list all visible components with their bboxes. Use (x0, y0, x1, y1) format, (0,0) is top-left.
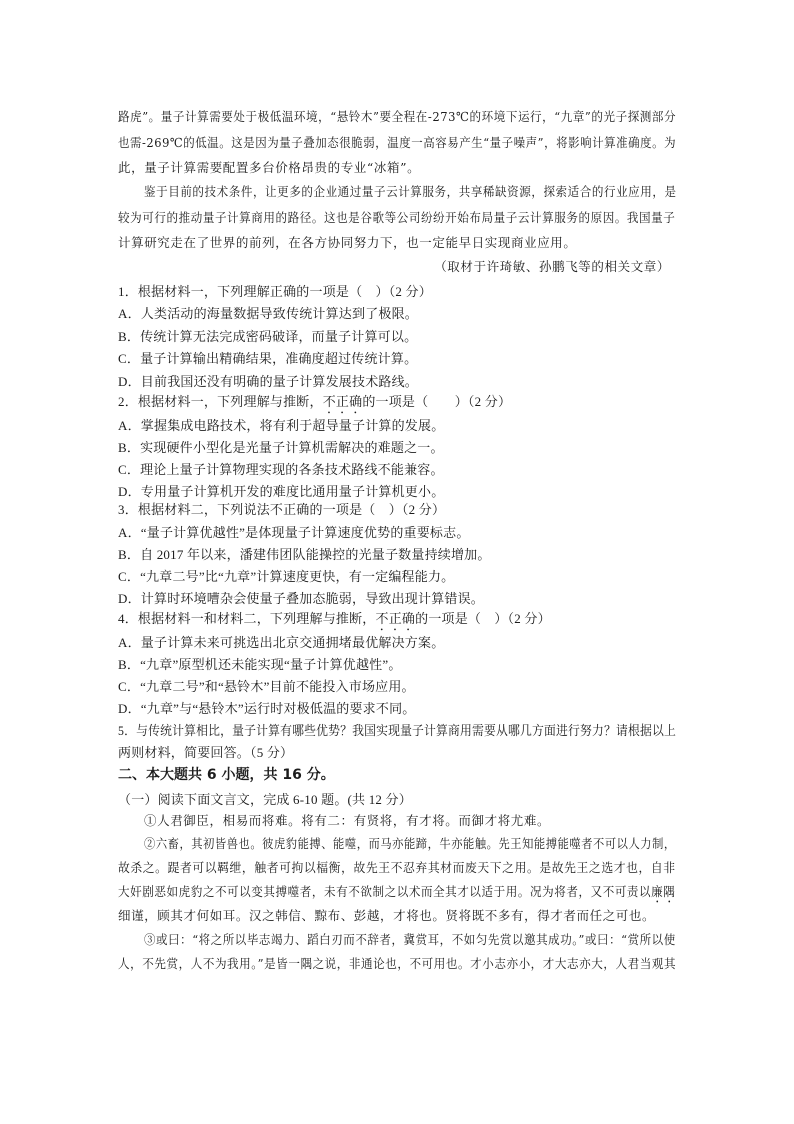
passage-source: （取材于许琦敏、孙鹏飞等的相关文章） (434, 259, 670, 274)
question-3-option-a: A．“量子计算优越性”是体现量子计算速度优势的重要标志。 (118, 525, 470, 540)
classical-line: 人，不先赏，人不为我用。”是皆一隅之说，非通论也，不可用也。才小志亦小，才大志亦大，人君当观其 (118, 956, 677, 971)
question-4-stem (118, 608, 551, 634)
classical-paragraph-1: ①人君御臣，相易而将难。将有二：有贤将，有才将。而御才将尤难。 (144, 813, 551, 828)
passage-line: 较为可行的推动量子计算商用的路径。这也是谷歌等公司纷纷开始布局量子云计算服务的原因。我国量子 (118, 210, 676, 225)
section-heading: 二、本大题共 6 小题，共 16 分。 (118, 767, 335, 783)
question-1-option-b: B．传统计算无法完成密码破译，而量子计算可以。 (118, 329, 418, 344)
question-4-stem-tail: 的一项是（ ）（2 分） (415, 611, 551, 626)
passage-line: 此，量子计算需要配置多台价格昂贵的专业“冰箱”。 (118, 160, 421, 175)
passage-line: 鉴于目前的技术条件，让更多的企业通过量子云计算服务，共享稀缺资源，探索适合的行业应用，是 (144, 184, 677, 199)
question-2-option-c: C．理论上量子计算物理实现的各条技术路线不能兼容。 (118, 462, 444, 477)
passage-line: 也需-269℃的低温。这是因为量子叠加态很脆弱，温度一高容易产生“量子噪声”，将影响计算准确度。为 (118, 135, 677, 150)
question-3-option-c: C．“九章二号”比“九章”计算速度更快，有一定编程能力。 (118, 569, 455, 584)
question-3-stem: 3．根据材料二，下列说法不正确的一项是（ ）（2 分） (118, 502, 446, 517)
question-4-option-a: A．量子计算未来可挑选出北京交通拥堵最优解决方案。 (118, 635, 445, 650)
question-2-option-d: D．专用量子计算机开发的难度比通用量子计算机更小。 (118, 484, 445, 499)
question-1-stem: 1．根据材料一，下列理解正确的一项是（ ）（2 分） (118, 284, 432, 299)
question-3-option-d: D．计算时环境嘈杂会使量子叠加态脆弱，导致出现计算错误。 (118, 591, 484, 606)
question-2-stem-lead: 2．根据材料一，下列理解与推断， (118, 394, 323, 409)
section-intro: （一）阅读下面文言文，完成 6-10 题。(共 12 分） (118, 792, 412, 807)
question-1-option-d: D．目前我国还没有明确的量子计算发展技术路线。 (118, 374, 418, 389)
question-2-option-a: A．掌握集成电路技术，将有利于超导量子计算的发展。 (118, 418, 445, 433)
question-4-option-d: D．“九章”与“悬铃木”运行时对极低温的要求不同。 (118, 701, 416, 716)
question-1-option-a: A．人类活动的海量数据导致传统计算达到了极限。 (118, 306, 418, 321)
classical-line (118, 882, 675, 906)
question-4-option-c: C．“九章二号”和“悬铃木”目前不能投入市场应用。 (118, 679, 415, 694)
emphasis-mark-text: 不正确 (375, 611, 416, 626)
classical-line-text: 大奸剧恶如虎豹之不可以变其搏噬者，未有不欲制之以术而全其才以适于用。况为将者，又不可责以 (118, 884, 652, 899)
passage-line: 路虎”。量子计算需要处于极低温环境，“悬铃木”要全程在-273℃的环境下运行，“九章”的光子探测部分 (118, 109, 677, 124)
emphasis-mark-text: 不正确 (322, 394, 363, 409)
question-1-option-c: C．量子计算输出精确结果，准确度超过传统计算。 (118, 351, 418, 366)
question-4-option-b: B．“九章”原型机还未能实现“量子计算优越性”。 (118, 657, 402, 672)
question-2-stem-tail: 的一项是（ ）（2 分） (362, 394, 512, 409)
question-4-stem-lead: 4．根据材料一和材料二，下列理解与推断， (118, 611, 376, 626)
question-2-stem (118, 391, 511, 417)
question-5-stem: 5．与传统计算相比，量子计算有哪些优势？我国实现量子计算商用需要从哪几方面进行努力？请根据以上 (118, 723, 677, 738)
question-2-option-b: B．实现硬件小型化是光量子计算机需解决的难题之一。 (118, 440, 444, 455)
emphasis-mark-text: 廉隅 (651, 884, 676, 899)
classical-paragraph-3: ③或曰：“将之所以毕志竭力、蹈白刃而不辞者，冀赏耳，不如匀先赏以邀其成功。”或曰：“赏所以使 (144, 932, 676, 947)
question-3-option-b: B．自 2017 年以来，潘建伟团队能操控的光量子数量持续增加。 (118, 547, 491, 562)
classical-line: 故杀之。踶者可以羁绁，触者可拘以楅衡，故先王不忍弃其材而废天下之用。是故先王之选才也，自非 (118, 860, 676, 875)
classical-paragraph-2: ②六畜，其初皆兽也。彼虎豹能搏、能噬，而马亦能蹄，牛亦能触。先王知能搏能噬者不可以人力制， (144, 836, 676, 851)
question-5-stem-cont: 两则材料，简要回答。（5 分） (118, 745, 294, 760)
passage-line: 计算研究走在了世界的前列，在各方协同努力下，也一定能早日实现商业应用。 (118, 235, 577, 250)
classical-line: 细谨，顾其才何如耳。汉之韩信、黥布、彭越，才将也。贤将既不多有，得才者而任之可也。 (118, 908, 656, 923)
